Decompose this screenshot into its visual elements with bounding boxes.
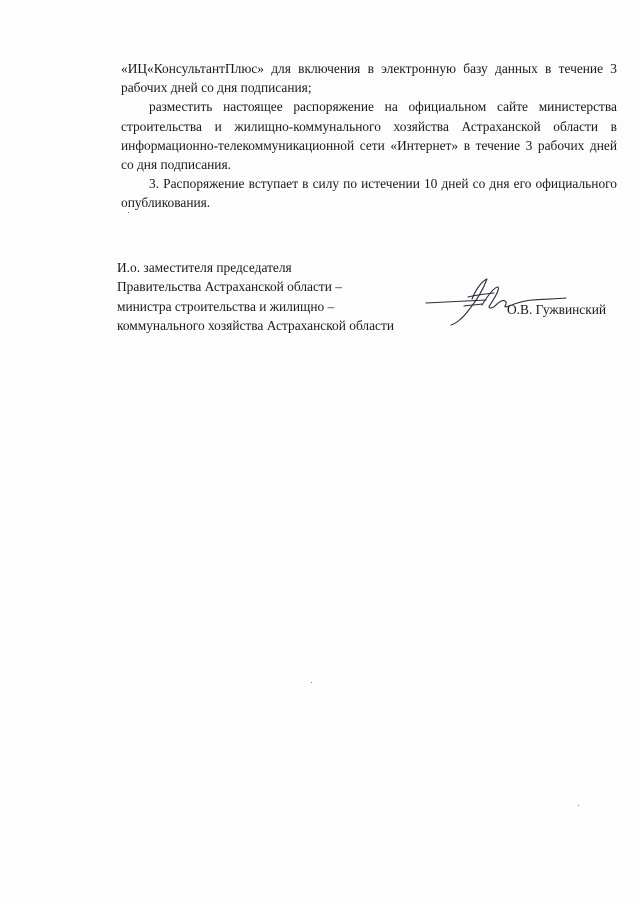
scan-speck [128, 212, 129, 213]
signatory-title-line-4: коммунального хозяйства Астраханской области [117, 318, 395, 334]
paragraph-effective-date: 3. Распоряжение вступает в силу по истечении 10 дней со дня его официального опубликования. [121, 176, 617, 211]
signer-name: О.В. Гужвинский [507, 302, 607, 317]
scan-speck [578, 805, 579, 806]
paragraph-publish-website: разместить настоящее распоряжение на официальном сайте министерства строительства и жилищно-коммунального хозяйства Астраханской области в информационно-телекоммуникационной сети «Интернет» в течение 3 рабочих дней со дня подписания. [121, 99, 617, 173]
signatory-title-line-1: И.о. заместителя председателя [117, 260, 292, 275]
paragraph-delivery: «ИЦ«КонсультантПлюс» для включения в электронную базу данных в течение 3 рабочих дней со дня подписания; [121, 61, 617, 96]
signatory-position [117, 258, 394, 336]
document-body [121, 59, 617, 213]
signatory-title-line-2: Правительства Астраханской области – [117, 279, 342, 295]
signatory-title-line-3: министра строительства и жилищно – [117, 298, 335, 314]
scan-speck [311, 682, 312, 683]
